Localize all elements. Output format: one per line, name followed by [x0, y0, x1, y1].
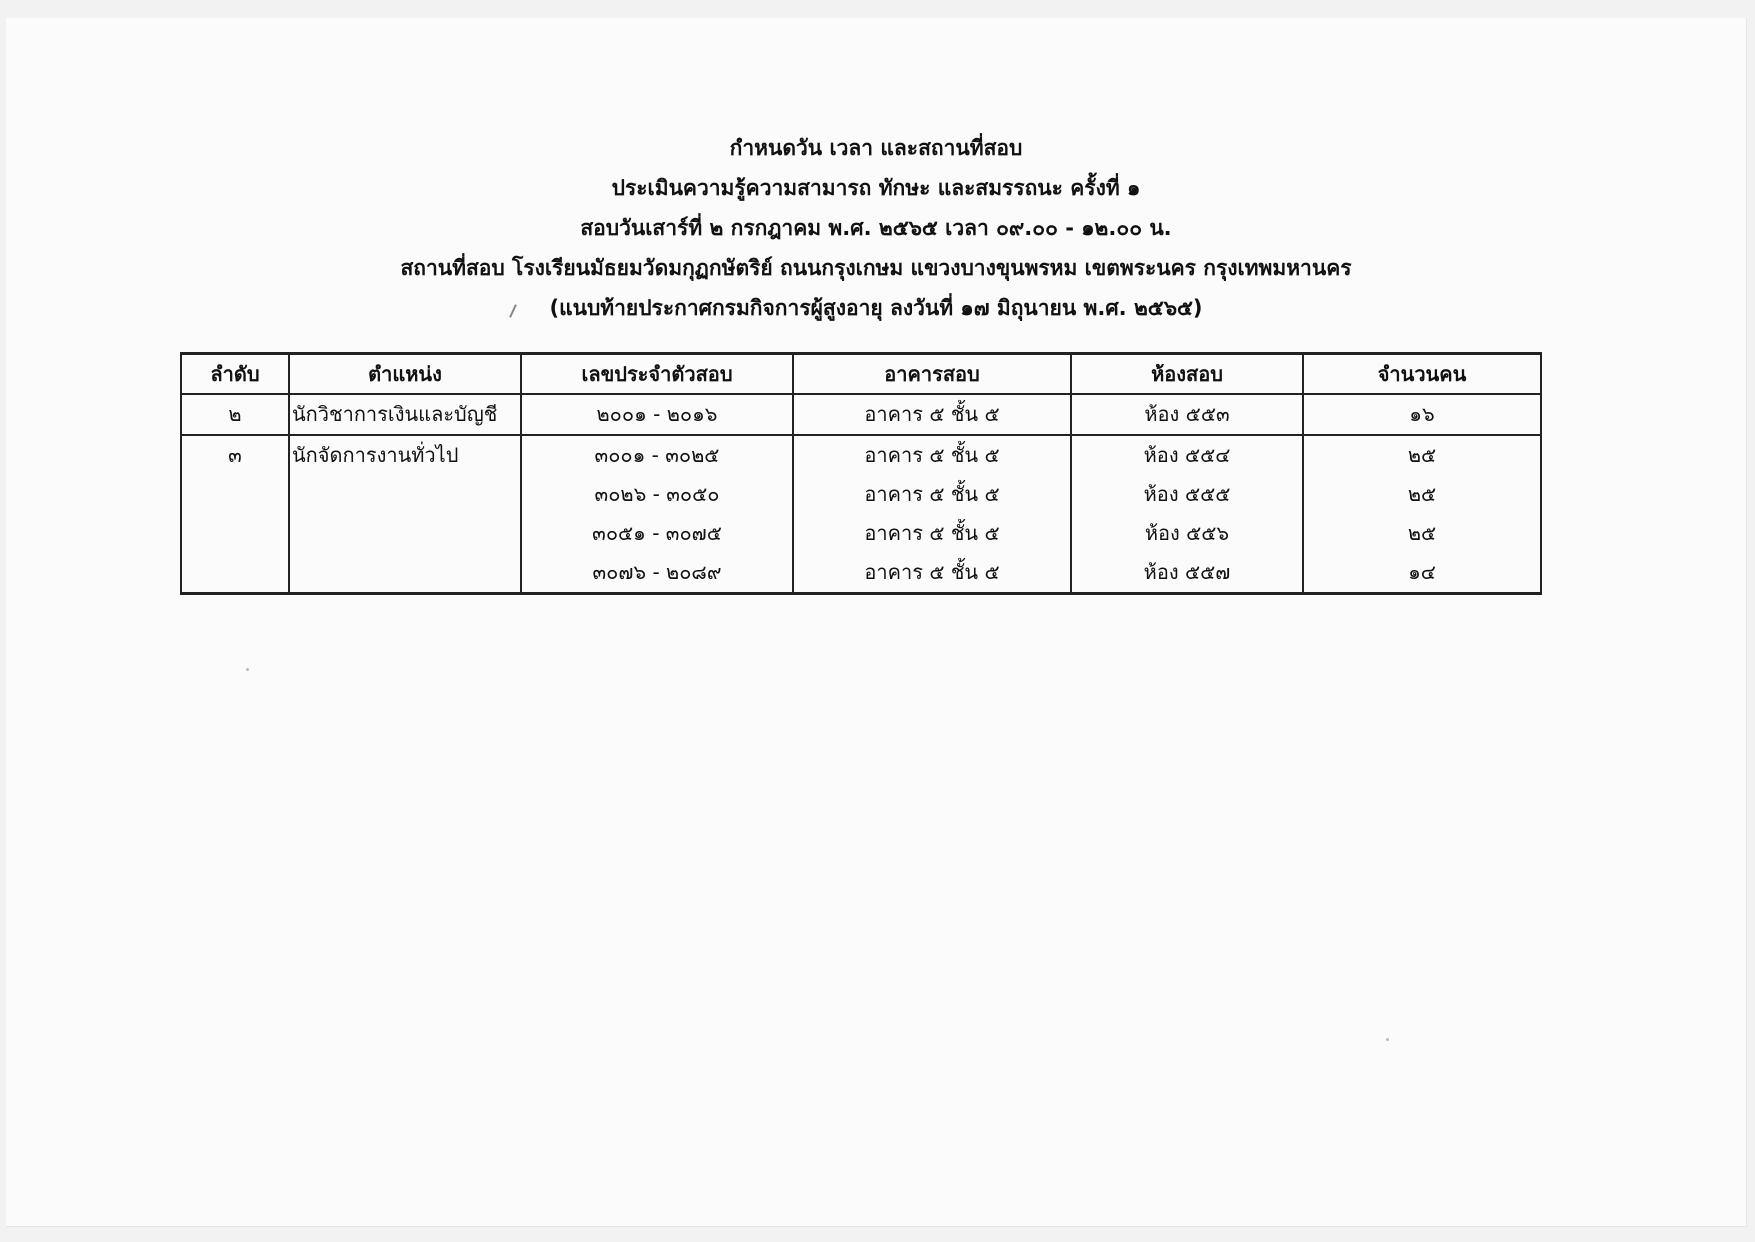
schedule-table-wrapper: [180, 352, 1540, 595]
cell-building: อาคาร ๕ ชั้น ๕: [793, 475, 1071, 514]
cell-exam-id: ๓๐๐๑ - ๓๐๒๕: [521, 435, 793, 475]
cell-exam-id: ๓๐๕๑ - ๓๐๗๕: [521, 514, 793, 553]
cell-position-empty: [289, 475, 521, 514]
cell-order: ๓: [181, 435, 289, 475]
cell-position: นักจัดการงานทั่วไป: [289, 435, 521, 475]
header-exam-date: สอบวันเสาร์ที่ ๒ กรกฎาคม พ.ศ. ๒๕๖๕ เวลา ๐๙.๐๐ - ๑๒.๐๐ น.: [580, 216, 1172, 240]
column-header-count: จำนวนคน: [1303, 354, 1541, 395]
column-header-order: ลำดับ: [181, 354, 289, 395]
column-header-position: ตำแหน่ง: [289, 354, 521, 395]
table-row: [181, 553, 1541, 594]
cell-exam-id: ๒๐๐๑ - ๒๐๑๖: [521, 394, 793, 435]
cell-count: ๒๕: [1303, 475, 1541, 514]
cell-building: อาคาร ๕ ชั้น ๕: [793, 514, 1071, 553]
column-header-room: ห้องสอบ: [1071, 354, 1303, 395]
cell-room: ห้อง ๕๕๔: [1071, 435, 1303, 475]
scan-speck: [1386, 1038, 1389, 1041]
table-row: [181, 475, 1541, 514]
cell-order-empty: [181, 514, 289, 553]
cell-room: ห้อง ๕๕๓: [1071, 394, 1303, 435]
cell-order-empty: [181, 553, 289, 594]
column-header-building: อาคารสอบ: [793, 354, 1071, 395]
header-title: กำหนดวัน เวลา และสถานที่สอบ: [729, 136, 1023, 160]
cell-count: ๒๕: [1303, 435, 1541, 475]
cell-order: ๒: [181, 394, 289, 435]
header-exam-location: สถานที่สอบ โรงเรียนมัธยมวัดมกุฏกษัตริย์ ถนนกรุงเกษม แขวงบางขุนพรหม เขตพระนคร กรุงเทพมหานคร: [400, 256, 1352, 280]
cell-room: ห้อง ๕๕๖: [1071, 514, 1303, 553]
table-row: [181, 435, 1541, 475]
table-row: [181, 394, 1541, 435]
cell-exam-id: ๓๐๗๖ - ๒๐๘๙: [521, 553, 793, 594]
cell-building: อาคาร ๕ ชั้น ๕: [793, 394, 1071, 435]
cell-count: ๒๕: [1303, 514, 1541, 553]
cell-room: ห้อง ๕๕๗: [1071, 553, 1303, 594]
header-annex-note: (แนบท้ายประกาศกรมกิจการผู้สูงอายุ ลงวันที่ ๑๗ มิถุนายน พ.ศ. ๒๕๖๕): [549, 296, 1203, 320]
cell-building: อาคาร ๕ ชั้น ๕: [793, 553, 1071, 594]
scan-speck: [246, 668, 249, 671]
cell-room: ห้อง ๕๕๕: [1071, 475, 1303, 514]
cell-count: ๑๖: [1303, 394, 1541, 435]
cell-position-empty: [289, 514, 521, 553]
document-header: [6, 128, 1746, 328]
table-row: [181, 514, 1541, 553]
table-header-row: [181, 354, 1541, 395]
cell-position-empty: [289, 553, 521, 594]
column-header-exam-id: เลขประจำตัวสอบ: [521, 354, 793, 395]
cell-exam-id: ๓๐๒๖ - ๓๐๕๐: [521, 475, 793, 514]
cell-count: ๑๔: [1303, 553, 1541, 594]
cell-building: อาคาร ๕ ชั้น ๕: [793, 435, 1071, 475]
header-subtitle: ประเมินความรู้ความสามารถ ทักษะ และสมรรถนะ ครั้งที่ ๑: [611, 176, 1141, 200]
scanned-page: [6, 18, 1747, 1227]
cell-order-empty: [181, 475, 289, 514]
cell-position: นักวิชาการเงินและบัญชี: [289, 394, 521, 435]
exam-schedule-table: [180, 352, 1542, 595]
